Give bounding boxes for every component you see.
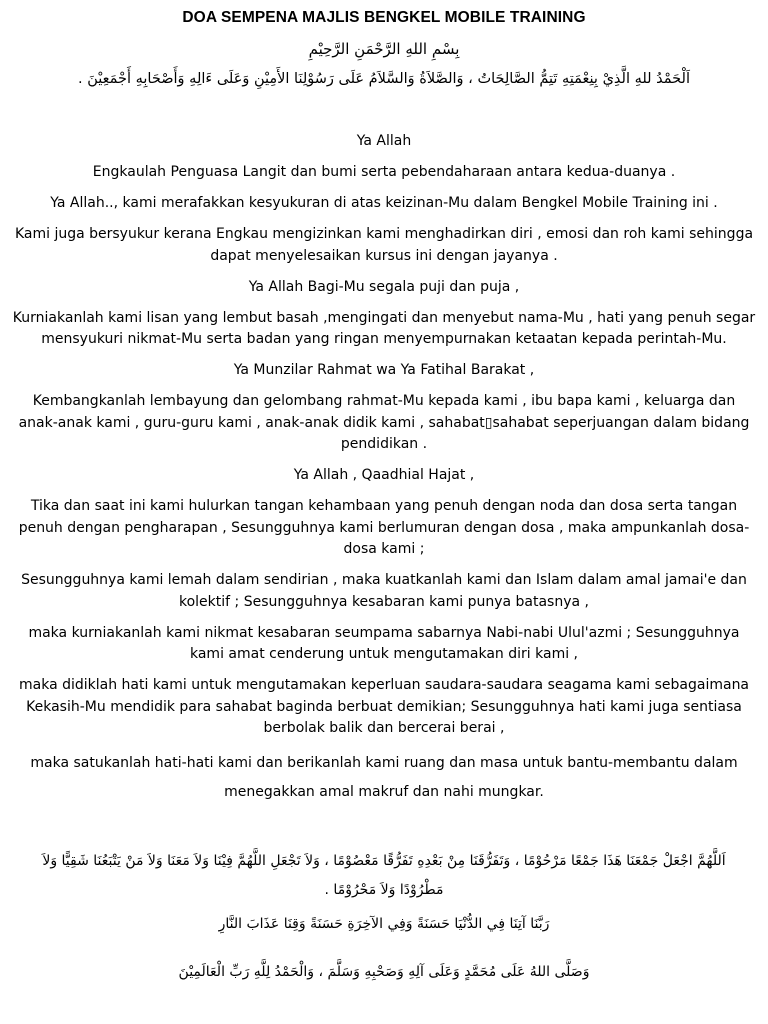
paragraph: Kami juga bersyukur kerana Engkau mengizinkan kami menghadirkan diri , emosi dan roh kami sehingga dapat menyelesaikan kursus ini dengan jayanya . [14,226,754,264]
paragraph: Engkaulah Penguasa Langit dan bumi serta pebendaharaan antara kedua-duanya . [92,164,676,180]
paragraph: Tika dan saat ini kami hulurkan tangan kehambaan yang penuh dengan noda dan dosa serta tangan penuh dengan pengharapan , Sesungguhnya kami berlumuran dengan dosa , maka ampunkanlah dosa-dosa kami ; [18,498,750,557]
prayer-body [0,131,768,817]
document-title: DOA SEMPENA MAJLIS BENGKEL MOBILE TRAINING [182,9,586,26]
arabic-rabbana-atina: رَبَّنَا آتِنَا فِي الدُّنْيَا حَسَنَةً وَفِي الآخِرَةِ حَسَنَةً وَقِنَا عَذَابَ النَّارِ [218,916,550,932]
paragraph: Ya Allah Bagi-Mu segala puji dan puja , [248,278,520,295]
paragraph: Ya Allah.., kami merafakkan kesyukuran di atas keizinan-Mu dalam Bengkel Mobile Training ini . [50,195,718,211]
paragraph: maka kurniakanlah kami nikmat kesabaran seumpama sabarnya Nabi-nabi Ulul'azmi ; Sesungguhnya kami amat cenderung untuk mengutamakan diri kami , [28,624,740,662]
paragraph: Kembangkanlah lembayung dan gelombang rahmat-Mu kepada kami , ibu bapa kami , keluarga dan anak-anak kami , guru-guru kami , anak-anak didik kami , sahabat▯sahabat seperjuangan dalam bidang pendidikan . [18,393,750,452]
arabic-salawat-closing: وَصَلَّى اللهُ عَلَى مُحَمَّدٍ وَعَلَى آلِهِ وَصَحْبِهِ وَسَلَّمَ ، وَالْحَمْدُ لِلَّهِ رَبِّ الْعَالَمِيْنَ [178,964,590,980]
paragraph: maka satukanlah hati-hati kami dan berikanlah kami ruang dan masa untuk bantu-membantu dalam menegakkan amal makruf dan nahi mungkar. [30,755,738,800]
arabic-opening-praise: اَلْحَمْدُ للهِ الَّذِيْ بِنِعْمَتِهِ تَتِمُّ الصَّالِحَاتُ ، وَالصَّلاَةُ وَالسَّلاَمُ عَلَى رَسُوْلِنَا الأَمِيْنِ وَعَلَى ءَالِهِ وَأَصْحَابِهِ أَجْمَعِيْنَ . [78,71,690,87]
paragraph: Ya Munzilar Rahmat wa Ya Fatihal Barakat , [233,362,535,378]
paragraph: Ya Allah , Qaadhial Hajat , [293,467,475,483]
arabic-closing-supplication: اَللَّهُمَّ اجْعَلْ جَمْعَنَا هَذَا جَمْعًا مَرْحُوْمًا ، وَتَفَرُّقَنَا مِنْ بَعْدِهِ تَفَرُّقًا مَعْصُوْمًا ، وَلاَ تَجْعَلِ اللَّهُمَّ فِيْنَا وَلاَ مَعَنَا وَلاَ مَنْ يَتْبَعُنَا شَقِيًّا وَلاَ مَطْرُوْدًا وَلاَ مَحْرُوْمًا . [42,853,726,898]
paragraph: maka didiklah hati kami untuk mengutamakan keperluan saudara-saudara seagama kami sebagaimana Kekasih-Mu mendidik para sahabat baginda berbuat demikian; Sesungguhnya hati kami juga sentiasa berbolak balik dan bercerai berai , [18,677,750,736]
paragraph: Sesungguhnya kami lemah dalam sendirian , maka kuatkanlah kami dan Islam dalam amal jamai'e dan kolektif ; Sesungguhnya kesabaran kami punya batasnya , [21,572,747,610]
paragraph: Kurniakanlah kami lisan yang lembut basah ,mengingati dan menyebut nama-Mu , hati yang penuh segar mensyukuri nikmat-Mu serta badan yang ringan menyempurnakan ketaatan kepada perintah-Mu. [12,309,756,347]
arabic-basmala: بِسْمِ اللهِ الرَّحْمَنِ الرَّحِيْمِ [308,40,460,58]
paragraph: Ya Allah [356,133,412,149]
